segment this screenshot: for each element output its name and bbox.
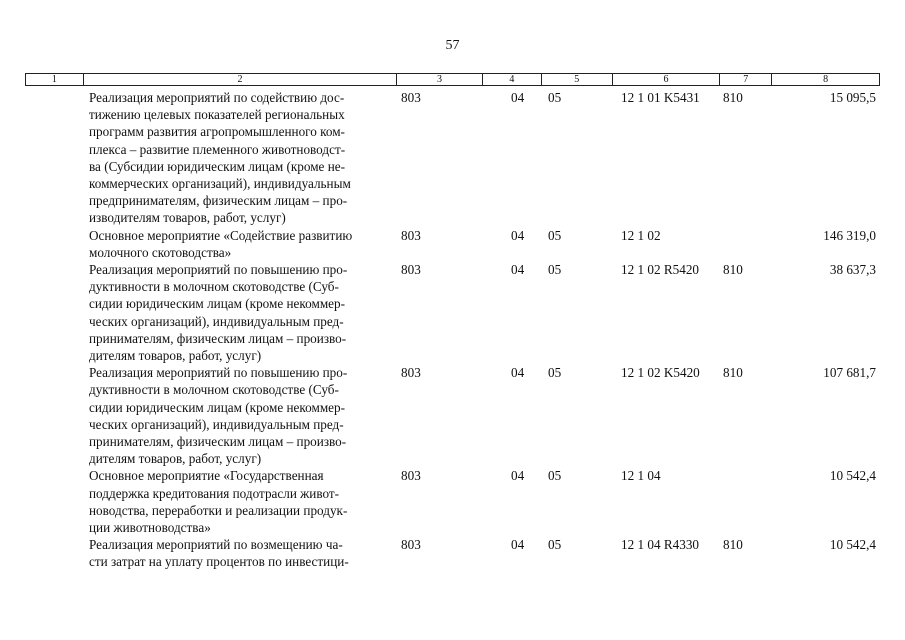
table-header-row xyxy=(25,73,880,86)
amount-cell: 38 637,3 xyxy=(829,262,876,278)
expense-type-cell: 810 xyxy=(723,537,743,553)
amount-cell: 15 095,5 xyxy=(829,90,876,105)
subsection-cell: 05 xyxy=(548,90,562,105)
header-cell-1: 1 xyxy=(26,74,84,85)
row-index-cell xyxy=(25,227,83,261)
description-cell: Реализация мероприятий по повышению про- дуктивности в молочном скотоводстве (Суб- сидии юридическим лицам (кроме некоммер- ческих организаций), индивидуальным пред- принимателям, физическим лицам – произво- дителям товаров, работ, услуг) xyxy=(89,262,348,364)
subsection-cell: 05 xyxy=(548,227,562,243)
page-number: 57 xyxy=(445,38,460,53)
header-cell-8: 8 xyxy=(823,74,829,85)
amount-cell: 107 681,7 xyxy=(823,365,876,381)
subsection-cell: 05 xyxy=(548,537,562,553)
amount-cell: 146 319,0 xyxy=(823,227,876,243)
header-cell-2: 2 xyxy=(84,74,397,85)
section-cell: 04 xyxy=(511,90,525,105)
expense-type-cell xyxy=(721,227,773,261)
description-cell: Реализация мероприятий по возмещению ча- сти затрат на уплату процентов по инвестици- xyxy=(89,537,349,570)
header-cell-7: 7 xyxy=(720,74,772,85)
grbs-cell: 803 xyxy=(401,468,421,484)
row-index-cell xyxy=(25,467,83,536)
header-cell-6: 6 xyxy=(613,74,721,85)
description-cell: Основное мероприятие «Государственная поддержка кредитования подотрасли живот- новодства, переработки и реализации продук- ции животноводства» xyxy=(89,468,348,536)
table-row xyxy=(25,227,880,261)
expense-type-cell: 810 xyxy=(723,262,743,278)
subsection-cell: 05 xyxy=(548,365,562,381)
section-cell: 04 xyxy=(511,468,525,484)
grbs-cell: 803 xyxy=(401,90,421,105)
target-article-cell: 12 1 04 xyxy=(621,468,661,484)
target-article-cell: 12 1 02 K5420 xyxy=(621,365,700,381)
header-cell-3: 3 xyxy=(397,74,483,85)
section-cell: 04 xyxy=(511,537,525,553)
row-index-cell xyxy=(25,261,83,364)
grbs-cell: 803 xyxy=(401,262,421,278)
row-index-cell xyxy=(25,89,83,227)
grbs-cell: 803 xyxy=(401,365,421,381)
grbs-cell: 803 xyxy=(401,227,421,243)
row-index-cell xyxy=(25,364,83,467)
subsection-cell: 05 xyxy=(548,468,562,484)
target-article-cell: 12 1 02 xyxy=(621,227,661,243)
subsection-cell: 05 xyxy=(548,262,562,278)
row-index-cell xyxy=(25,536,83,570)
description-cell: Реализация мероприятий по содействию дос- тижению целевых показателей региональных программ развития агропромышленного ком- плекса – развитие племенного животноводст- ва (Субсидии юридическим лицам (кроме не- коммерческих организаций), индивидуальным предпринимателям, физическим лицам – про- изводителям товаров, работ, услуг) xyxy=(89,90,351,226)
target-article-cell: 12 1 02 R5420 xyxy=(621,262,700,278)
section-cell: 04 xyxy=(511,365,525,381)
target-article-cell: 12 1 01 K5431 xyxy=(621,90,700,105)
target-article-cell: 12 1 04 R4330 xyxy=(621,537,700,553)
expense-type-cell xyxy=(721,467,773,536)
header-cell-5: 5 xyxy=(542,74,613,85)
section-cell: 04 xyxy=(511,262,525,278)
amount-cell: 10 542,4 xyxy=(829,537,876,553)
expense-type-cell: 810 xyxy=(723,90,743,105)
table-row xyxy=(25,89,880,227)
table-row xyxy=(25,261,880,364)
expense-type-cell: 810 xyxy=(723,365,743,381)
table-row xyxy=(25,364,880,467)
table-row xyxy=(25,536,880,570)
description-cell: Реализация мероприятий по повышению про- дуктивности в молочном скотоводстве (Суб- сидии юридическим лицам (кроме некоммер- ческих организаций), индивидуальным пред- принимателям, физическим лицам – произво- дителям товаров, работ, услуг) xyxy=(89,365,348,467)
description-cell: Основное мероприятие «Содействие развитию молочного скотоводства» xyxy=(89,227,353,260)
budget-table xyxy=(25,73,880,571)
section-cell: 04 xyxy=(511,227,525,243)
grbs-cell: 803 xyxy=(401,537,421,553)
table-row xyxy=(25,467,880,536)
amount-cell: 10 542,4 xyxy=(829,468,876,484)
header-cell-4: 4 xyxy=(483,74,542,85)
